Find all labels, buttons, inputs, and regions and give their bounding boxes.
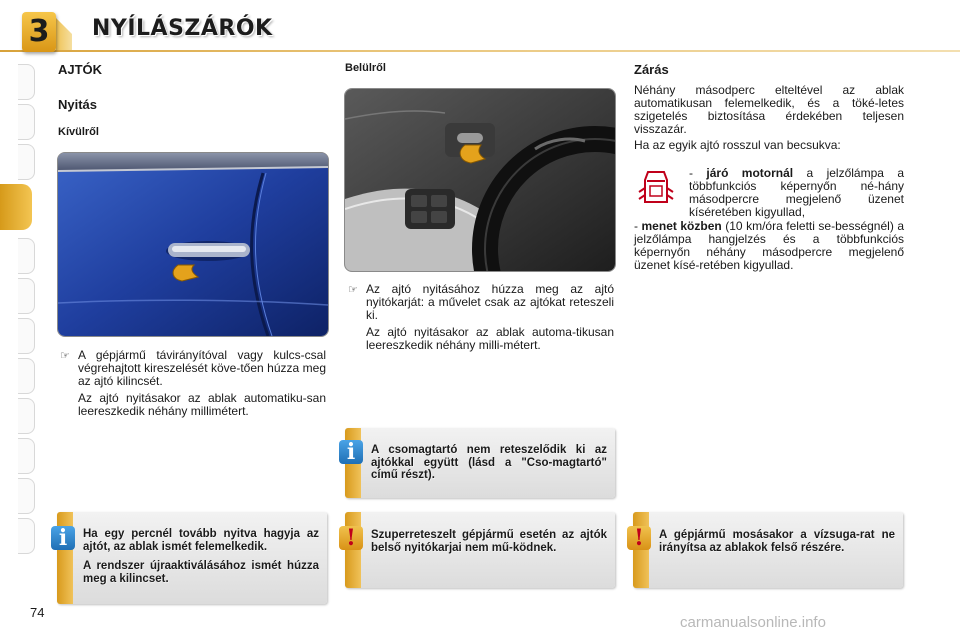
side-tab[interactable]: [18, 104, 35, 140]
section-title: AJTÓK: [58, 62, 103, 77]
warning-box-carwash: [633, 512, 903, 588]
side-tab-active[interactable]: [0, 184, 32, 230]
side-tab[interactable]: [18, 144, 35, 180]
info-box-window-text2: A rendszer újraaktiválásához ismét húzza meg a kilincset.: [83, 560, 319, 585]
door-interior-illustration: [345, 89, 615, 271]
inside-bullet-text: Az ajtó nyitásához húzza meg az ajtó nyitókarját: a művelet csak az ajtókat reteszeli ki.: [366, 282, 614, 322]
page-number: 74: [30, 605, 45, 620]
info-box-trunk-text: A csomagtartó nem reteszelődik ki az ajtókkal együtt (lásd a "Cso-magtartó" című részt).: [371, 444, 607, 481]
door-interior-photo: [344, 88, 616, 272]
warning-box-superlock: [345, 512, 615, 588]
inside-bullet-item: [348, 283, 614, 322]
outside-bullet-item: [60, 349, 326, 388]
closing-item-engine: [689, 167, 904, 219]
pointing-hand-icon: ☞: [60, 350, 70, 362]
pointing-hand-icon: ☞: [348, 284, 358, 296]
side-tab[interactable]: [18, 238, 35, 274]
outside-heading: Kívülről: [58, 126, 99, 138]
item-driving-bold: menet közben: [641, 219, 722, 233]
chapter-number-badge: 3: [22, 12, 56, 52]
side-tab[interactable]: [18, 358, 35, 394]
page-title: NYÍLÁSZÁRÓK: [92, 16, 273, 41]
subsection-title: Nyitás: [58, 97, 98, 112]
info-box-trunk: [345, 428, 615, 498]
side-tab[interactable]: [18, 438, 35, 474]
closing-paragraph: Néhány másodperc elteltével az ablak automatikusan felemelkedik, és a töké-letes szigetelés biztosítása érdekében teljesen visszazár.: [634, 83, 904, 136]
warning-icon: !: [339, 526, 363, 550]
door-open-warning-icon: [638, 168, 674, 208]
info-box-window-text1: Ha egy percnél tovább nyitva hagyja az ajtót, az ablak ismét felemelkedik.: [83, 528, 319, 553]
item-engine-bold: járó motornál: [706, 166, 794, 180]
info-icon: i: [339, 440, 363, 464]
closing-item-driving: [634, 220, 904, 272]
inside-heading: Belülről: [345, 62, 386, 74]
side-tab[interactable]: [18, 278, 35, 314]
door-exterior-illustration: [58, 153, 328, 336]
watermark: carmanualsonline.info: [680, 614, 826, 631]
info-box-window: [57, 512, 327, 604]
warning-icon: !: [627, 526, 651, 550]
item-driving-text: (10 km/óra feletti se-bességnél) a jelzőlámpa hangjelzés és a többfunkciós képernyőn néhány másodpercre megjelenő üzenet kísé-retében kigyullad.: [634, 219, 904, 272]
side-tab[interactable]: [18, 518, 35, 554]
warning-box-carwash-text: A gépjármű mosásakor a vízsuga-rat ne irányítsa az ablakok felső részére.: [659, 529, 895, 554]
item-dash: -: [634, 219, 638, 233]
side-tab[interactable]: [18, 64, 35, 100]
door-exterior-photo: [57, 152, 329, 337]
side-tab-rail: [0, 60, 40, 580]
warning-box-superlock-text: Szuperreteszelt gépjármű esetén az ajtók belső nyitókarjai nem mű-ködnek.: [371, 529, 607, 554]
closing-condition: Ha az egyik ajtó rosszul van becsukva:: [634, 138, 841, 152]
header-rule: [0, 50, 960, 52]
outside-bullet-text: A gépjármű távirányítóval vagy kulcs-csal végrehajtott kireszelését köve-tően húzza meg az ajtó kilincsét.: [78, 348, 326, 388]
side-tab[interactable]: [18, 478, 35, 514]
info-icon: i: [51, 526, 75, 550]
side-tab[interactable]: [18, 318, 35, 354]
side-tab[interactable]: [18, 398, 35, 434]
inside-note: Az ajtó nyitásakor az ablak automa-tikusan leereszkedik néhány milli-métert.: [366, 325, 614, 352]
outside-note: Az ajtó nyitásakor az ablak automatiku-san leereszkedik néhány millimétert.: [78, 391, 326, 418]
closing-heading: Zárás: [634, 62, 669, 77]
item-dash: -: [689, 166, 693, 180]
item-engine-text: a jelzőlámpa a többfunkciós képernyőn né-hány másodpercre megjelenő üzenet kíséretében kigyullad,: [689, 166, 904, 219]
